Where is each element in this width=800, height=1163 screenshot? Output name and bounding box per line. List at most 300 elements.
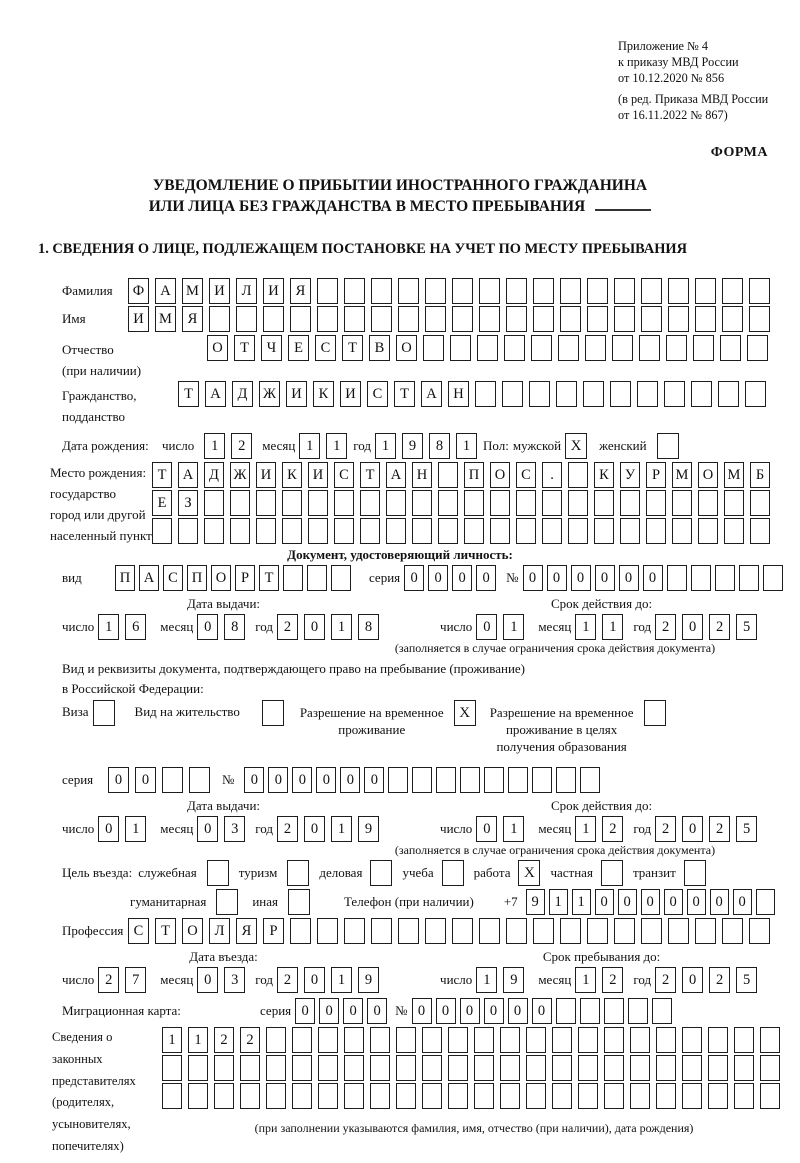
char-cell [526, 1027, 546, 1053]
char-cell: 0 [197, 614, 218, 640]
char-cell: 0 [343, 998, 363, 1024]
char-cell [594, 518, 614, 544]
char-cell [526, 1083, 546, 1109]
entry-date-title: Дата въезда: [189, 949, 258, 965]
char-cell: Л [209, 918, 230, 944]
char-cell [637, 381, 658, 407]
char-cell [516, 518, 536, 544]
valid-until-title: Срок действия до: [551, 596, 653, 612]
day-label: число [440, 619, 473, 635]
phone-cells [526, 889, 779, 915]
identity-issue-day [98, 614, 152, 640]
year-label: год [633, 821, 652, 837]
birth-month-cells [299, 433, 353, 459]
char-cell [693, 335, 714, 361]
char-cell [450, 335, 471, 361]
char-cell [266, 1055, 286, 1081]
phone-label: Телефон (при наличии) [343, 894, 474, 910]
char-cell: 0 [197, 967, 218, 993]
char-cell [552, 1083, 572, 1109]
patronymic-label: Отчество (при наличии) [62, 342, 142, 379]
char-cell: И [286, 381, 307, 407]
char-cell: Н [412, 462, 432, 488]
char-cell: С [163, 565, 183, 591]
char-cell: Т [155, 918, 176, 944]
char-cell: 0 [476, 816, 497, 842]
char-cell [560, 306, 581, 332]
char-cell: Б [750, 462, 770, 488]
visit-purpose-row2 [0, 889, 800, 915]
char-cell [204, 518, 224, 544]
entry-year [277, 967, 385, 993]
residence-number-cells [244, 767, 604, 793]
purpose-business-label: деловая [319, 865, 363, 881]
identity-doc-seriya-cells [404, 565, 500, 591]
char-cell [331, 565, 351, 591]
char-cell [477, 335, 498, 361]
char-cell [722, 278, 743, 304]
char-cell: С [516, 462, 536, 488]
char-cell [236, 306, 257, 332]
identity-valid-day [476, 614, 530, 640]
representatives-row1 [162, 1027, 786, 1053]
char-cell: 2 [277, 816, 298, 842]
char-cell [506, 918, 527, 944]
char-cell: А [139, 565, 159, 591]
seriya-label: серия [260, 1003, 292, 1019]
purpose-work-label: работа [473, 865, 511, 881]
char-cell [552, 1027, 572, 1053]
given-name-label: Имя [62, 311, 86, 327]
char-cell: Я [182, 306, 203, 332]
representatives-field [0, 1027, 800, 1158]
migration-card-label: Миграционная карта: [62, 1003, 181, 1019]
char-cell [214, 1083, 234, 1109]
char-cell [604, 1027, 624, 1053]
purpose-tourism-label: туризм [238, 865, 278, 881]
char-cell [641, 278, 662, 304]
char-cell: 8 [224, 614, 245, 640]
birth-place-row1 [152, 462, 776, 488]
migration-number-cells [412, 998, 676, 1024]
char-cell [230, 518, 250, 544]
char-cell: 0 [367, 998, 387, 1024]
identity-doc-type-cells [115, 565, 355, 591]
char-cell [188, 1055, 208, 1081]
edu-permit-label: Разрешение на временное проживание в целях получения образования [489, 705, 634, 755]
number-label: № [506, 570, 519, 586]
char-cell: 1 [575, 816, 596, 842]
residence-doc-dates [0, 798, 800, 842]
char-cell: 2 [240, 1027, 260, 1053]
residence-valid-month [575, 816, 629, 842]
char-cell: С [367, 381, 388, 407]
char-cell [656, 1027, 676, 1053]
char-cell: С [334, 462, 354, 488]
char-cell [533, 278, 554, 304]
char-cell: Р [646, 462, 666, 488]
identity-valid-month [575, 614, 629, 640]
char-cell: З [178, 490, 198, 516]
char-cell: 0 [733, 889, 752, 915]
char-cell [620, 490, 640, 516]
char-cell [317, 918, 338, 944]
char-cell [715, 565, 735, 591]
char-cell: 7 [125, 967, 146, 993]
char-cell [698, 518, 718, 544]
char-cell [308, 490, 328, 516]
month-label: месяц [160, 821, 194, 837]
char-cell [422, 1083, 442, 1109]
char-cell: П [464, 462, 484, 488]
char-cell: Д [204, 462, 224, 488]
char-cell [490, 490, 510, 516]
char-cell [412, 518, 432, 544]
char-cell [152, 518, 172, 544]
char-cell: М [155, 306, 176, 332]
char-cell: 0 [319, 998, 339, 1024]
char-cell [474, 1027, 494, 1053]
char-cell [587, 306, 608, 332]
char-cell [344, 278, 365, 304]
valid-until-title: Срок действия до: [551, 798, 653, 814]
char-cell: 3 [224, 967, 245, 993]
year-label: год [255, 972, 274, 988]
char-cell [656, 1083, 676, 1109]
revision-line: (в ред. Приказа МВД России [618, 91, 769, 106]
char-cell [479, 918, 500, 944]
char-cell: О [396, 335, 417, 361]
representatives-row2 [162, 1055, 786, 1081]
char-cell: Т [234, 335, 255, 361]
residence-seriya-cells [108, 767, 216, 793]
purpose-private-label: частная [550, 865, 593, 881]
char-cell [292, 1083, 312, 1109]
char-cell [360, 490, 380, 516]
char-cell [630, 1055, 650, 1081]
day-label: число [440, 972, 473, 988]
entry-month [197, 967, 251, 993]
char-cell [698, 490, 718, 516]
day-label: число [162, 438, 195, 454]
char-cell [560, 918, 581, 944]
char-cell [412, 767, 432, 793]
char-cell [307, 565, 327, 591]
char-cell [646, 490, 666, 516]
residence-valid-year [655, 816, 763, 842]
birth-day-cells [204, 433, 258, 459]
char-cell [580, 998, 600, 1024]
char-cell [568, 462, 588, 488]
char-cell [628, 998, 648, 1024]
char-cell: 0 [532, 998, 552, 1024]
char-cell [436, 767, 456, 793]
char-cell [667, 565, 687, 591]
char-cell: Т [259, 565, 279, 591]
char-cell: 0 [316, 767, 336, 793]
char-cell: 2 [231, 433, 252, 459]
char-cell: П [187, 565, 207, 591]
char-cell: 1 [476, 967, 497, 993]
char-cell: Т [178, 381, 199, 407]
char-cell [398, 278, 419, 304]
char-cell [760, 1027, 780, 1053]
char-cell [578, 1027, 598, 1053]
char-cell: И [256, 462, 276, 488]
char-cell: Я [236, 918, 257, 944]
char-cell: 0 [304, 614, 325, 640]
representatives-label: Сведения о законных представителях (родителях, усыновителях, попечителях) [52, 1030, 136, 1153]
char-cell [290, 918, 311, 944]
char-cell: Ж [230, 462, 250, 488]
char-cell: 2 [709, 614, 730, 640]
char-cell: 5 [736, 816, 757, 842]
char-cell [479, 278, 500, 304]
char-cell: 2 [709, 816, 730, 842]
char-cell [438, 490, 458, 516]
char-cell: 0 [404, 565, 424, 591]
char-cell: М [182, 278, 203, 304]
purpose-transit-label: транзит [632, 865, 676, 881]
residence-doc-intro1: Вид и реквизиты документа, подтверждающего право на пребывание (проживание) [62, 661, 526, 677]
char-cell [668, 306, 689, 332]
char-cell [370, 1027, 390, 1053]
char-cell [682, 1027, 702, 1053]
char-cell [708, 1027, 728, 1053]
char-cell [568, 518, 588, 544]
representatives-note: (при заполнении указываются фамилия, имя, отчество (при наличии), дата рождения) [254, 1121, 694, 1136]
char-cell [371, 306, 392, 332]
char-cell: Я [290, 278, 311, 304]
char-cell: А [205, 381, 226, 407]
char-cell: 0 [292, 767, 312, 793]
surname-cells [128, 278, 776, 304]
char-cell: 0 [108, 767, 129, 793]
char-cell [162, 1083, 182, 1109]
char-cell [371, 918, 392, 944]
identity-doc-number-cells [523, 565, 787, 591]
char-cell [189, 767, 210, 793]
migration-card-field [0, 998, 800, 1024]
char-cell: 0 [304, 967, 325, 993]
identity-doc-heading: Документ, удостоверяющий личность: [287, 547, 513, 563]
char-cell [263, 306, 284, 332]
given-name-cells [128, 306, 776, 332]
char-cell [464, 490, 484, 516]
char-cell [532, 767, 552, 793]
char-cell [668, 278, 689, 304]
header-reference [618, 38, 798, 123]
purpose-private-checkbox [601, 860, 623, 886]
char-cell: 0 [436, 998, 456, 1024]
char-cell: Р [235, 565, 255, 591]
purpose-humanitarian-checkbox [216, 889, 238, 915]
year-label: год [633, 972, 652, 988]
char-cell [739, 565, 759, 591]
stay-month [575, 967, 629, 993]
day-label: число [62, 619, 95, 635]
char-cell: 1 [204, 433, 225, 459]
residence-permit-label: Вид на жительство [134, 704, 240, 720]
char-cell: С [315, 335, 336, 361]
char-cell: 3 [224, 816, 245, 842]
char-cell: 8 [429, 433, 450, 459]
citizenship-label: Гражданство, подданство [62, 388, 137, 425]
male-checkbox: X [565, 433, 587, 459]
char-cell [745, 381, 766, 407]
char-cell: 0 [244, 767, 264, 793]
char-cell: А [421, 381, 442, 407]
char-cell [398, 918, 419, 944]
form-title-line2: ИЛИ ЛИЦА БЕЗ ГРАЖДАНСТВА В МЕСТО ПРЕБЫВАНИЯ [148, 198, 586, 216]
visa-checkbox [93, 700, 115, 726]
char-cell: Ж [259, 381, 280, 407]
phone-prefix: +7 [503, 894, 518, 910]
birth-place-label: Место рождения: государство город или другой населенный пункт [50, 465, 152, 544]
char-cell [500, 1055, 520, 1081]
month-label: месяц [538, 972, 572, 988]
char-cell: Р [263, 918, 284, 944]
char-cell [526, 1055, 546, 1081]
char-cell: У [620, 462, 640, 488]
char-cell: 1 [299, 433, 320, 459]
char-cell [724, 490, 744, 516]
char-cell: Т [394, 381, 415, 407]
char-cell [531, 335, 552, 361]
year-label: год [255, 619, 274, 635]
char-cell: И [340, 381, 361, 407]
form-title-line1: УВЕДОМЛЕНИЕ О ПРИБЫТИИ ИНОСТРАННОГО ГРАЖДАНИНА [152, 177, 648, 195]
char-cell: 0 [571, 565, 591, 591]
char-cell [529, 381, 550, 407]
char-cell [542, 518, 562, 544]
char-cell: 2 [602, 816, 623, 842]
profession-field [0, 918, 800, 944]
char-cell [558, 335, 579, 361]
identity-valid-year [655, 614, 763, 640]
char-cell [422, 1027, 442, 1053]
char-cell [474, 1083, 494, 1109]
char-cell: Д [232, 381, 253, 407]
char-cell [266, 1083, 286, 1109]
char-cell [344, 1027, 364, 1053]
char-cell: 9 [402, 433, 423, 459]
char-cell [396, 1055, 416, 1081]
char-cell: 2 [709, 967, 730, 993]
char-cell: 0 [295, 998, 315, 1024]
char-cell [630, 1027, 650, 1053]
char-cell: 2 [214, 1027, 234, 1053]
char-cell [708, 1055, 728, 1081]
char-cell [724, 518, 744, 544]
char-cell [614, 918, 635, 944]
char-cell [452, 306, 473, 332]
char-cell [504, 335, 525, 361]
identity-issue-year [277, 614, 385, 640]
female-checkbox [657, 433, 679, 459]
char-cell: 9 [503, 967, 524, 993]
char-cell: 2 [602, 967, 623, 993]
char-cell [479, 306, 500, 332]
char-cell [682, 1083, 702, 1109]
char-cell [230, 490, 250, 516]
char-cell: Е [152, 490, 172, 516]
year-label: год [255, 821, 274, 837]
char-cell [604, 1055, 624, 1081]
birth-date-field [0, 433, 800, 459]
day-label: число [440, 821, 473, 837]
char-cell [583, 381, 604, 407]
char-cell: 0 [595, 889, 614, 915]
char-cell [664, 381, 685, 407]
char-cell: Н [448, 381, 469, 407]
visa-label: Виза [62, 704, 89, 720]
char-cell [641, 306, 662, 332]
char-cell [318, 1027, 338, 1053]
char-cell [282, 518, 302, 544]
char-cell: 2 [655, 614, 676, 640]
char-cell: 1 [503, 816, 524, 842]
month-label: месяц [160, 619, 194, 635]
char-cell: 1 [162, 1027, 182, 1053]
char-cell: 1 [456, 433, 477, 459]
citizenship-cells [178, 381, 772, 407]
representatives-row3 [162, 1083, 786, 1109]
char-cell [344, 918, 365, 944]
purpose-study-checkbox [442, 860, 464, 886]
purpose-other-label: иная [252, 894, 278, 910]
identity-doc-dates [0, 596, 800, 640]
birth-place-row2 [152, 490, 776, 516]
char-cell [178, 518, 198, 544]
char-cell: 0 [460, 998, 480, 1024]
char-cell [749, 306, 770, 332]
purpose-official-checkbox [207, 860, 229, 886]
temp-permit-label: Разрешение на временное проживание [299, 705, 444, 738]
char-cell: Л [236, 278, 257, 304]
char-cell: 1 [549, 889, 568, 915]
char-cell: 0 [618, 889, 637, 915]
char-cell: 0 [197, 816, 218, 842]
appendix-line: от 10.12.2020 № 856 [618, 71, 725, 86]
char-cell [448, 1083, 468, 1109]
char-cell: 1 [98, 614, 119, 640]
char-cell [484, 767, 504, 793]
char-cell: 1 [602, 614, 623, 640]
char-cell [386, 490, 406, 516]
visit-purpose-row1 [0, 860, 800, 886]
day-label: число [62, 972, 95, 988]
char-cell [585, 335, 606, 361]
char-cell [656, 1055, 676, 1081]
char-cell: 9 [358, 816, 379, 842]
purpose-tourism-checkbox [287, 860, 309, 886]
char-cell [317, 278, 338, 304]
char-cell: 0 [484, 998, 504, 1024]
char-cell: 0 [682, 614, 703, 640]
char-cell: 1 [575, 967, 596, 993]
char-cell [695, 306, 716, 332]
residence-issue-month [197, 816, 251, 842]
char-cell [552, 1055, 572, 1081]
char-cell [344, 1055, 364, 1081]
surname-label: Фамилия [62, 283, 113, 299]
surname-field [0, 278, 800, 304]
char-cell [580, 767, 600, 793]
char-cell [750, 490, 770, 516]
purpose-work-checkbox: X [518, 860, 540, 886]
revision-line: от 16.11.2022 № 867) [618, 107, 728, 122]
